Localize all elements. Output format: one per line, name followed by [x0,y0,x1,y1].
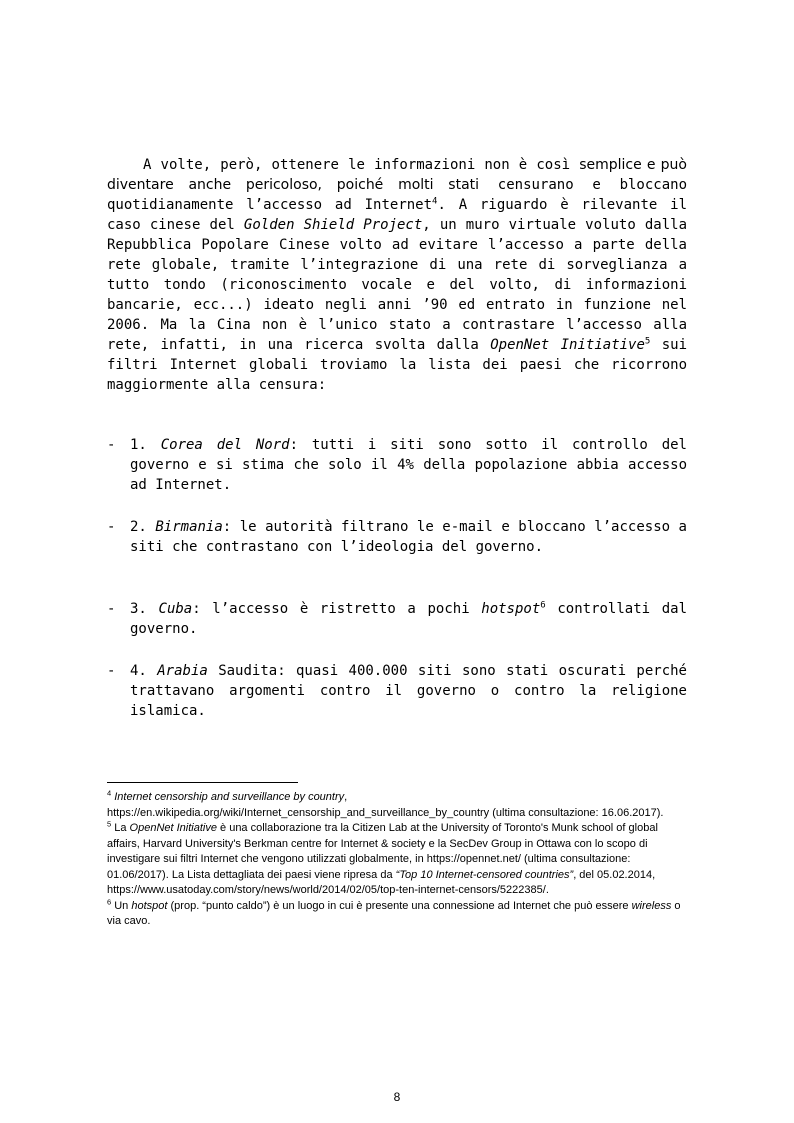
country-name: Corea del Nord [160,437,290,453]
footnote-number: 5 [107,819,112,829]
country-list-item [107,517,687,557]
footnote-5 [107,821,687,899]
footnote-title: Internet censorship and surveillance by country [114,791,345,803]
list-number: 3. [130,601,159,617]
footnote-term: wireless [631,899,672,912]
paragraph-text: A volte, però, ottenere le informazioni non è così [143,157,571,173]
footnote-text: La [111,822,130,834]
footnote-ref-5[interactable]: 5 [644,336,651,347]
paragraph-text: semplice e può diventare anche pericoloso, poiché molti stati [107,157,687,193]
golden-shield-term: Golden Shield Project [243,217,423,233]
paragraph-text: , un muro virtuale voluto dalla Repubblica Popolare Cinese volto ad evitare l’accesso a parte della rete globale, tramite l’integrazione di una rete di sorveglianza a tutto tondo (riconoscimento vocale e del volto, di informazioni bancarie, ecc...) ideato negli anni ’90 ed entrato in funzione nel 2006. Ma la Cina non è l’unico stato a contrastare l’accesso alla rete, infatti, in una ricerca svolta dalla [107,217,688,353]
list-dash: - [107,663,116,679]
footnote-separator [107,782,298,783]
country-list-item [107,435,687,495]
list-text: : tutti i siti sono sotto il controllo del governo e si stima che solo il 4% della popolazione abbia accesso ad Internet. [130,437,687,493]
footnote-number: 4 [107,788,112,798]
footnote-ref-4[interactable]: 4 [432,196,438,207]
country-list-item [107,661,687,721]
footnotes [107,790,687,930]
footnote-text: , del 05.02.2014, https://www.usatoday.com/story/news/world/2014/02/05/top-ten-internet-censors/5222385/. [107,868,656,896]
main-paragraph [107,155,687,395]
list-number: 4. [130,663,158,679]
list-dash: - [107,519,116,535]
page-number: 8 [393,1090,401,1104]
footnote-4 [107,790,687,821]
footnote-text: (prop. “punto caldo”) è un luogo in cui è presente una connessione ad Internet che può essere [167,899,632,912]
country-list-item [107,599,687,639]
list-text: : l’accesso è ristretto a pochi [192,601,482,617]
list-text: controllati dal governo. [130,601,687,637]
country-name: Arabia [157,663,208,679]
footnote-text: o via cavo. [107,899,681,927]
paragraph-text: sui filtri Internet globali troviamo la lista dei paesi che ricorrono maggiormente alla censura: [107,337,688,393]
country-name: Cuba [158,601,193,617]
list-dash: - [107,437,116,453]
country-name: Birmania [155,519,223,535]
paragraph-text: censurano e bloccano quotidianamente l’accesso ad Internet [107,177,687,213]
footnote-text: è una collaborazione tra la Citizen Lab at the University of Toronto's Munk school of global affairs, Harvard University's Berkman centre for Internet & society e la SecDev Group in Ottawa con lo scopo di investigare sui filtri Internet che vengono utilizzati globalmente, in https://opennet.net/ (ultima consultazione: 01.06/2017). La Lista dettagliata dei paesi viene ripresa da [107,822,658,881]
list-number: 1. [130,437,161,453]
list-number: 2. [130,519,156,535]
footnote-ref-6[interactable]: 6 [540,600,546,611]
paragraph-text: . A riguardo è rilevante il caso cinese del [107,197,687,233]
hotspot-term: hotspot [481,601,541,617]
list-text: : le autorità filtrano le e-mail e bloccano l’accesso a siti che contrastano con l’ideologia del governo. [130,519,687,555]
opennet-term: OpenNet Initiative [490,337,645,353]
footnote-title: OpenNet Initiative [129,822,217,834]
footnote-text: Un [111,899,132,912]
footnote-title: “Top 10 Internet-censored countries” [395,868,574,881]
footnote-6 [107,896,687,930]
footnote-term: hotspot [131,899,168,912]
footnote-number: 6 [107,896,112,906]
list-text: Saudita: quasi 400.000 siti sono stati oscurati perché trattavano argomenti contro il governo o contro la religione islamica. [130,663,687,719]
footnote-text: , https://en.wikipedia.org/wiki/Internet_censorship_and_surveillance_by_country (ultima consultazione: 16.06.2017). [107,791,664,819]
list-dash: - [107,601,116,617]
